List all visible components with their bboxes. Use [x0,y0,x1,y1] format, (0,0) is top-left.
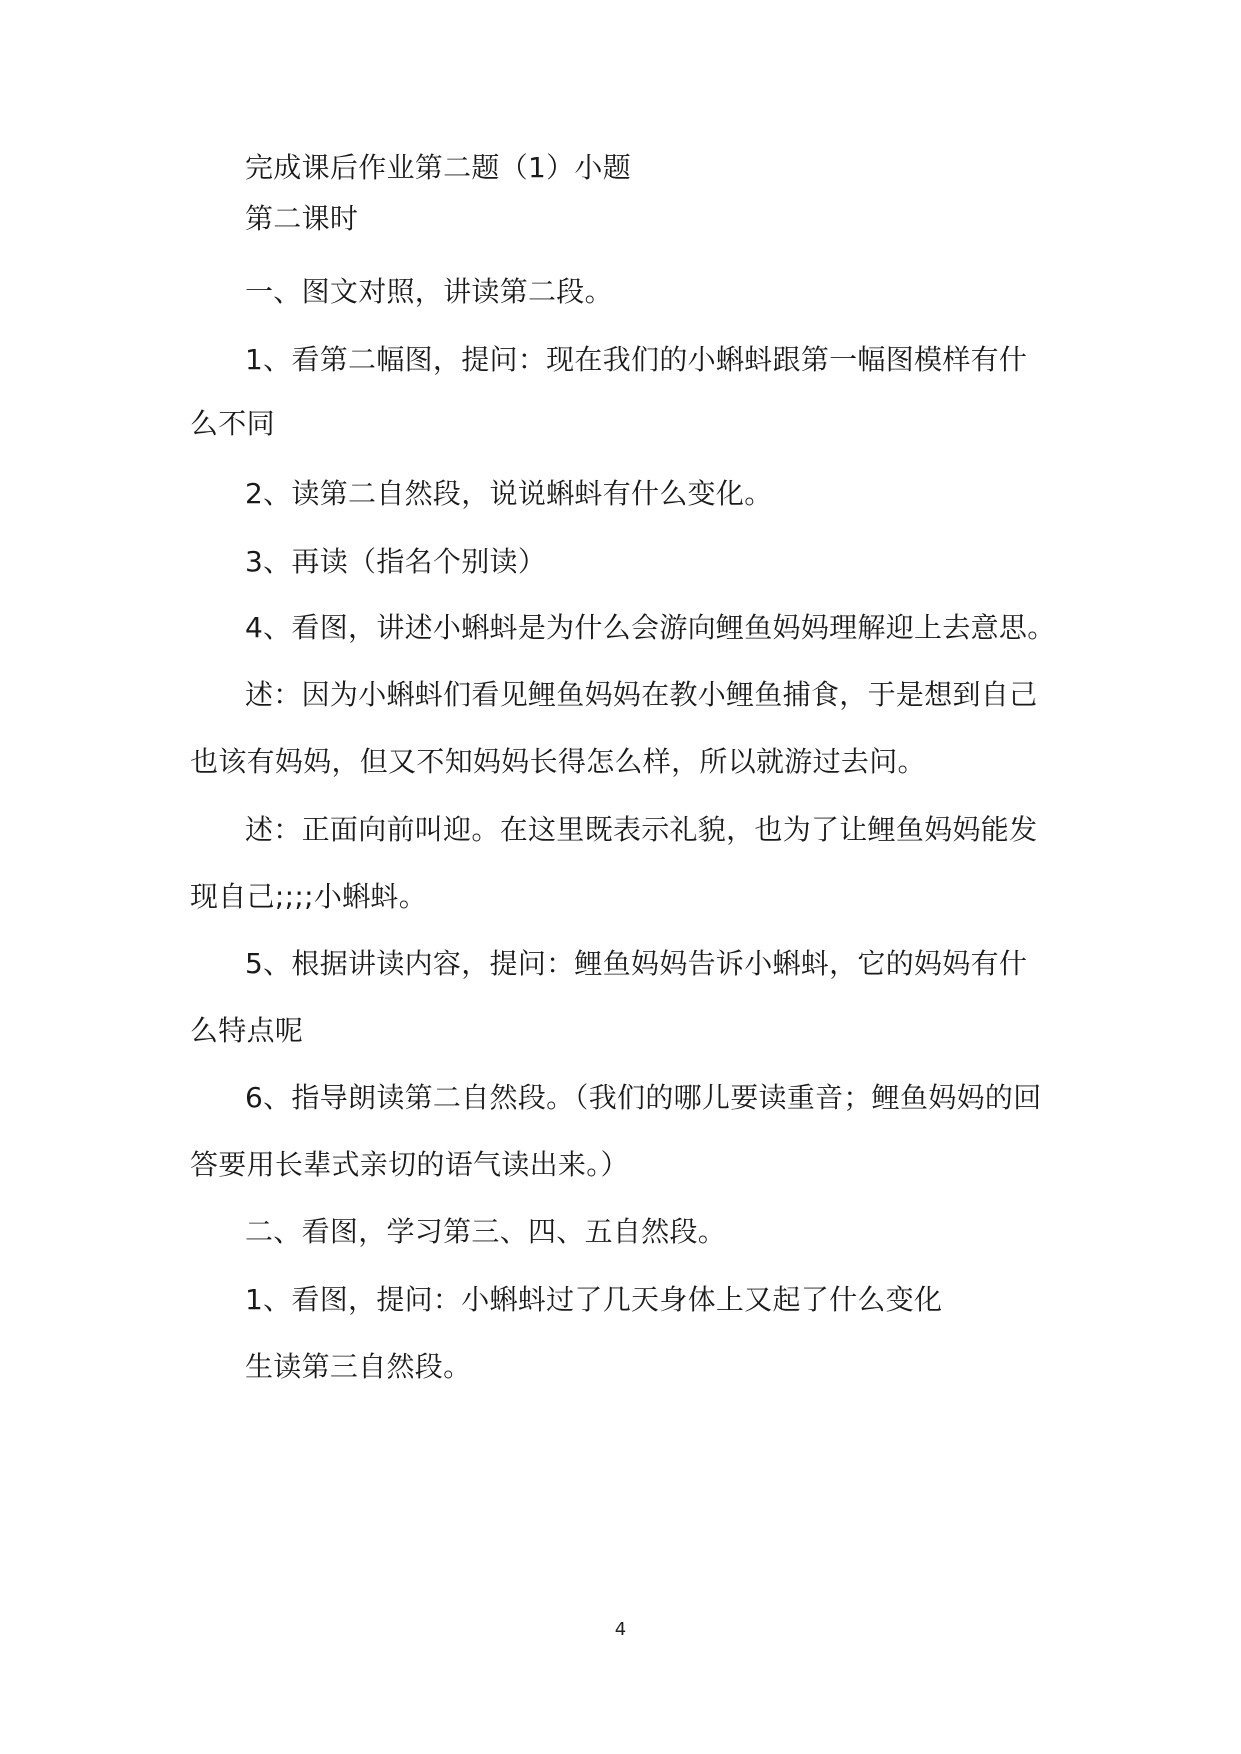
text-line-item-3: 3、再读（指名个别读） [245,545,547,578]
page-number: 4 [614,1619,627,1640]
text-line-item-1-cont: 么不同 [190,407,275,440]
text-line-item-6-cont: 答要用长辈式亲切的语气读出来。） [190,1148,629,1181]
text-line-section-two-item-1: 1、看图，提问：小蝌蚪过了几天身体上又起了什么变化 [245,1283,943,1316]
text-line-item-1: 1、看第二幅图，提问：现在我们的小蝌蚪跟第一幅图模样有什 [245,343,1028,376]
text-line-item-2: 2、读第二自然段，说说蝌蚪有什么变化。 [245,477,773,510]
text-line-narration-1-cont: 也该有妈妈，但又不知妈妈长得怎么样，所以就游过去问。 [190,745,926,778]
text-line-narration-2-cont: 现自己;;;;小蝌蚪。 [190,880,428,913]
text-line-item-5-cont: 么特点呢 [190,1014,304,1047]
text-line-second-lesson: 第二课时 [245,202,359,235]
text-line-item-4: 4、看图，讲述小蝌蚪是为什么会游向鲤鱼妈妈理解迎上去意思。 [245,611,1056,644]
text-line-student-reads: 生读第三自然段。 [245,1350,472,1383]
text-line-item-5: 5、根据讲读内容，提问：鲤鱼妈妈告诉小蝌蚪，它的妈妈有什 [245,947,1028,980]
text-line-narration-2: 述：正面向前叫迎。在这里既表示礼貌，也为了让鲤鱼妈妈能发 [245,813,1038,846]
text-line-narration-1: 述：因为小蝌蚪们看见鲤鱼妈妈在教小鲤鱼捕食，于是想到自己 [245,678,1038,711]
text-line-homework: 完成课后作业第二题（1）小题 [245,151,632,184]
heading-section-two: 二、看图，学习第三、四、五自然段。 [245,1215,727,1248]
text-line-item-6: 6、指导朗读第二自然段。（我们的哪儿要读重音；鲤鱼妈妈的回 [245,1081,1042,1114]
heading-section-one: 一、图文对照，讲读第二段。 [245,275,613,308]
